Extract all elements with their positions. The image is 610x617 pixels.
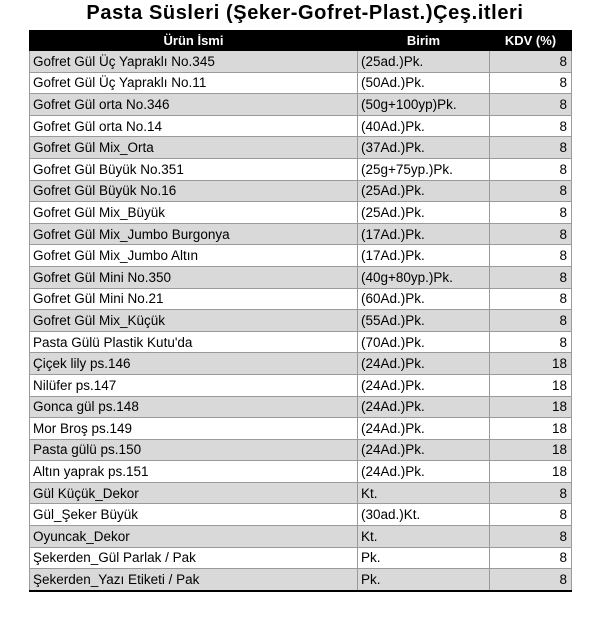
unit-cell: (60Ad.)Pk. [358, 288, 490, 310]
product-name-cell: Nilüfer ps.147 [30, 374, 358, 396]
product-name-cell: Şekerden_Gül Parlak / Pak [30, 547, 358, 569]
unit-cell: (50Ad.)Pk. [358, 72, 490, 94]
vat-cell: 8 [490, 137, 572, 159]
product-name-cell: Gofret Gül Büyük No.16 [30, 180, 358, 202]
table-row [30, 137, 572, 159]
column-header-vat: KDV (%) [490, 31, 572, 51]
product-name-cell: Pasta gülü ps.150 [30, 439, 358, 461]
table-row [30, 94, 572, 116]
table-row [30, 158, 572, 180]
table-row [30, 51, 572, 73]
vat-cell: 8 [490, 180, 572, 202]
unit-cell: (37Ad.)Pk. [358, 137, 490, 159]
unit-cell: Kt. [358, 482, 490, 504]
table-row [30, 245, 572, 267]
table-row [30, 266, 572, 288]
vat-cell: 8 [490, 504, 572, 526]
product-name-cell: Gofret Gül Mix_Jumbo Burgonya [30, 223, 358, 245]
unit-cell: (24Ad.)Pk. [358, 461, 490, 483]
vat-cell: 8 [490, 115, 572, 137]
product-name-cell: Gofret Gül Mix_Jumbo Altın [30, 245, 358, 267]
table-row [30, 331, 572, 353]
vat-cell: 8 [490, 94, 572, 116]
product-name-cell: Gonca gül ps.148 [30, 396, 358, 418]
product-name-cell: Gofret Gül Mix_Küçük [30, 310, 358, 332]
page-title: Pasta Süsleri (Şeker-Gofret-Plast.)Çeş.itleri [86, 2, 524, 24]
product-name-cell: Gofret Gül Mix_Büyük [30, 202, 358, 224]
vat-cell: 8 [490, 245, 572, 267]
product-name-cell: Gül_Şeker Büyük [30, 504, 358, 526]
vat-cell: 18 [490, 374, 572, 396]
vat-cell: 8 [490, 158, 572, 180]
product-name-cell: Şekerden_Yazı Etiketi / Pak [30, 569, 358, 591]
table-row [30, 504, 572, 526]
unit-cell: (24Ad.)Pk. [358, 374, 490, 396]
vat-cell: 18 [490, 418, 572, 440]
vat-cell: 8 [490, 223, 572, 245]
table-row [30, 439, 572, 461]
vat-cell: 8 [490, 331, 572, 353]
vat-cell: 8 [490, 288, 572, 310]
vat-cell: 18 [490, 396, 572, 418]
unit-cell: (24Ad.)Pk. [358, 439, 490, 461]
product-name-cell: Gofret Gül Mini No.350 [30, 266, 358, 288]
table-row [30, 482, 572, 504]
product-name-cell: Gofret Gül orta No.14 [30, 115, 358, 137]
table-row [30, 115, 572, 137]
table-row [30, 461, 572, 483]
unit-cell: (40Ad.)Pk. [358, 115, 490, 137]
vat-cell: 8 [490, 310, 572, 332]
vat-cell: 8 [490, 569, 572, 591]
unit-cell: (55Ad.)Pk. [358, 310, 490, 332]
unit-cell: Pk. [358, 547, 490, 569]
product-name-cell: Çiçek lily ps.146 [30, 353, 358, 375]
unit-cell: (24Ad.)Pk. [358, 353, 490, 375]
table-row [30, 72, 572, 94]
vat-cell: 8 [490, 51, 572, 73]
product-name-cell: Gofret Gül Üç Yapraklı No.345 [30, 51, 358, 73]
table-header-row [30, 31, 572, 51]
product-name-cell: Altın yaprak ps.151 [30, 461, 358, 483]
product-name-cell: Gofret Gül Mini No.21 [30, 288, 358, 310]
product-name-cell: Oyuncak_Dekor [30, 526, 358, 548]
unit-cell: (70Ad.)Pk. [358, 331, 490, 353]
unit-cell: (25ad.)Pk. [358, 51, 490, 73]
unit-cell: (25Ad.)Pk. [358, 180, 490, 202]
table-row [30, 353, 572, 375]
product-name-cell: Gofret Gül Büyük No.351 [30, 158, 358, 180]
table-row [30, 374, 572, 396]
product-name-cell: Gül Küçük_Dekor [30, 482, 358, 504]
vat-cell: 8 [490, 202, 572, 224]
unit-cell: Kt. [358, 526, 490, 548]
vat-cell: 8 [490, 482, 572, 504]
vat-cell: 8 [490, 266, 572, 288]
table-row [30, 223, 572, 245]
unit-cell: (24Ad.)Pk. [358, 396, 490, 418]
table-row [30, 418, 572, 440]
table-row [30, 288, 572, 310]
product-name-cell: Gofret Gül Mix_Orta [30, 137, 358, 159]
unit-cell: Pk. [358, 569, 490, 591]
table-row [30, 547, 572, 569]
vat-cell: 8 [490, 547, 572, 569]
unit-cell: (17Ad.)Pk. [358, 223, 490, 245]
vat-cell: 8 [490, 72, 572, 94]
vat-cell: 18 [490, 461, 572, 483]
table-row [30, 310, 572, 332]
product-name-cell: Mor Broş ps.149 [30, 418, 358, 440]
unit-cell: (30ad.)Kt. [358, 504, 490, 526]
table-row [30, 569, 572, 591]
product-table [29, 30, 572, 592]
table-row [30, 526, 572, 548]
unit-cell: (25g+75yp.)Pk. [358, 158, 490, 180]
column-header-product-name: Ürün İsmi [30, 31, 358, 51]
vat-cell: 18 [490, 353, 572, 375]
product-name-cell: Pasta Gülü Plastik Kutu'da [30, 331, 358, 353]
table-row [30, 396, 572, 418]
table-row [30, 202, 572, 224]
table-row [30, 180, 572, 202]
unit-cell: (25Ad.)Pk. [358, 202, 490, 224]
vat-cell: 18 [490, 439, 572, 461]
unit-cell: (24Ad.)Pk. [358, 418, 490, 440]
unit-cell: (40g+80yp.)Pk. [358, 266, 490, 288]
product-name-cell: Gofret Gül orta No.346 [30, 94, 358, 116]
column-header-unit: Birim [358, 31, 490, 51]
unit-cell: (17Ad.)Pk. [358, 245, 490, 267]
product-name-cell: Gofret Gül Üç Yapraklı No.11 [30, 72, 358, 94]
unit-cell: (50g+100yp)Pk. [358, 94, 490, 116]
vat-cell: 8 [490, 526, 572, 548]
